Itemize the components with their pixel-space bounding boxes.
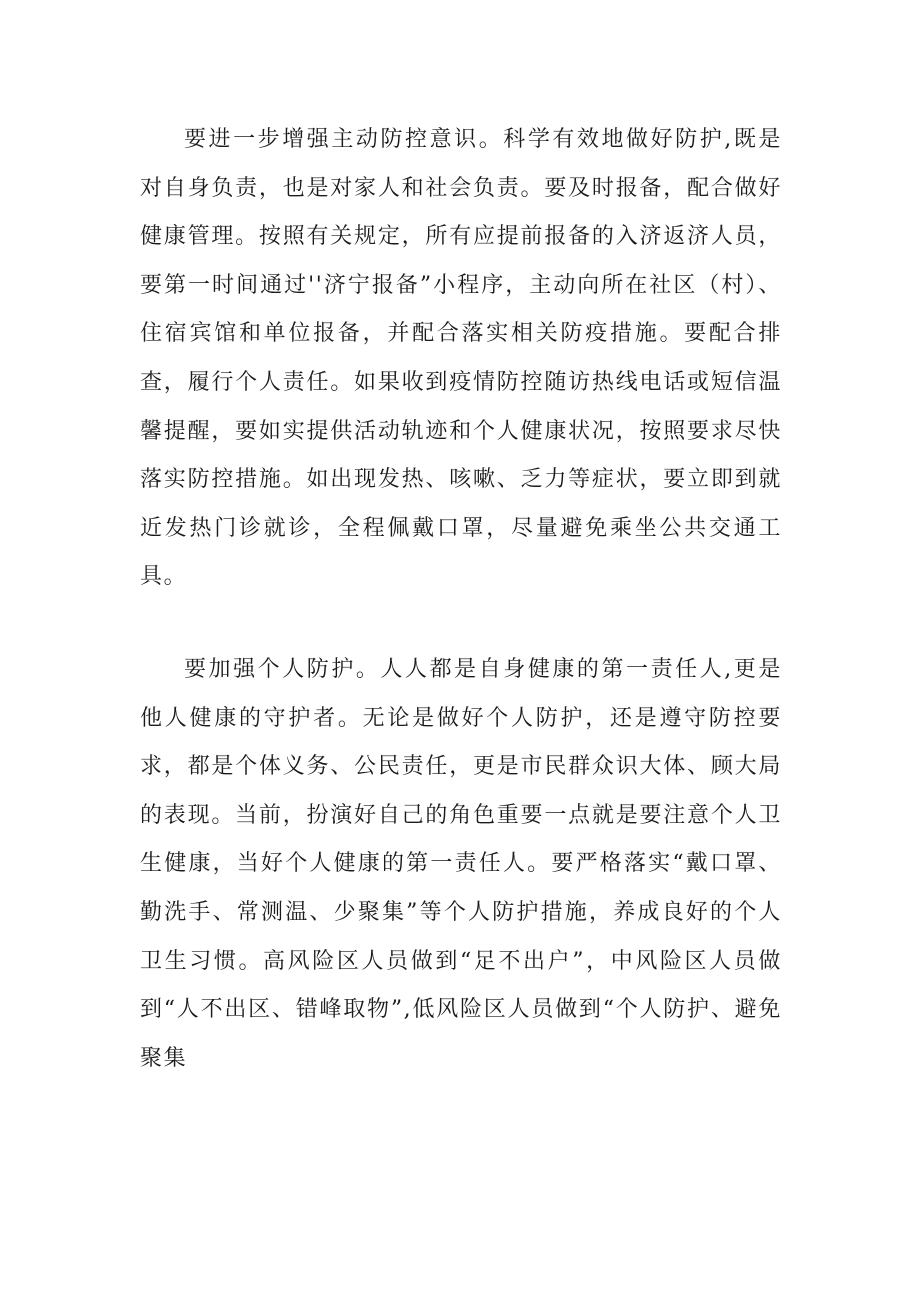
paragraph-personal-protection: 要加强个人防护。人人都是自身健康的第一责任人,更是他人健康的守护者。无论是做好个人防护，还是遵守防控要求，都是个体义务、公民责任，更是市民群众识大体、顾大局的表现。当前，扮演好自己的角色重要一点就是要注意个人卫生健康，当好个人健康的第一责任人。要严格落实“戴口罩、勤洗手、常测温、少聚集”等个人防护措施，养成良好的个人卫生习惯。高风险区人员做到“足不出户”，中风险区人员做到“人不出区、错峰取物”,低风险区人员做到“个人防护、避免聚集 xyxy=(140,657,782,1071)
paragraph-personal-control-awareness: 要进一步增强主动防控意识。科学有效地做好防护,既是对自身负责，也是对家人和社会负责。要及时报备，配合做好健康管理。按照有关规定，所有应提前报备的入济返济人员，要第一时间通过''济宁报备”小程序，主动向所在社区（村）、住宿宾馆和单位报备，并配合落实相关防疫措施。要配合排查，履行个人责任。如果收到疫情防控随访热线电话或短信温馨提醒，要如实提供活动轨迹和个人健康状况，按照要求尽快落实防控措施。如出现发热、咳嗽、乏力等症状，要立即到就近发热门诊就诊，全程佩戴口罩，尽量避免乘坐公共交通工具。 xyxy=(140,127,782,590)
